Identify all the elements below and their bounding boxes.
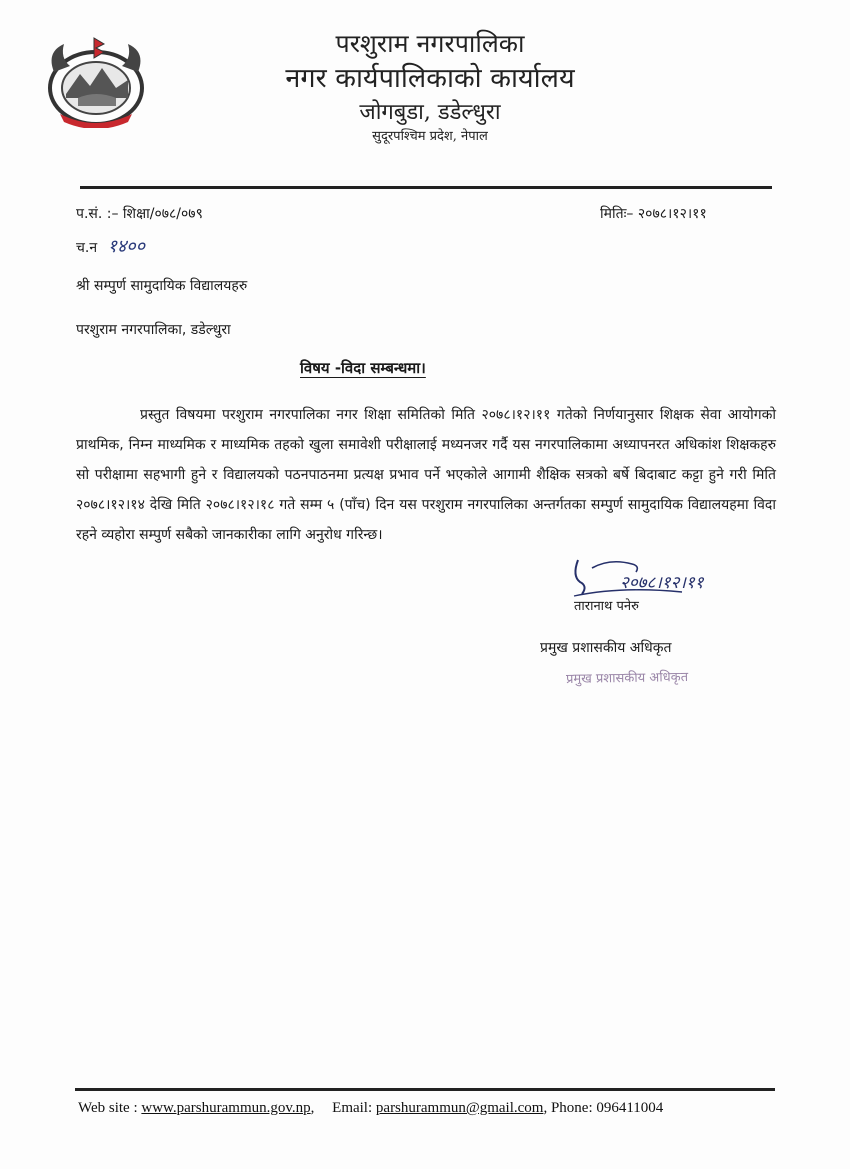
subject-line: विषय -विदा सम्बन्धमा। <box>300 359 426 377</box>
letter-date: मितिः– २०७८।१२।११ <box>600 206 707 222</box>
municipality-name: परशुराम नगरपालिका <box>335 29 525 58</box>
office-location: जोगबुडा, डडेल्धुरा <box>359 100 501 125</box>
chalan-number <box>76 234 145 258</box>
province-name: सुदूरपश्चिम प्रदेश, नेपाल <box>372 129 488 144</box>
recipient-address: परशुराम नगरपालिका, डडेल्धुरा <box>76 322 231 338</box>
footer-contact: Web site : www.parshurammun.gov.np, Email: parshurammun@gmail.com, Phone: 096411004 <box>78 1100 664 1116</box>
header-divider <box>80 186 772 189</box>
website-label: Web site : <box>78 1100 138 1116</box>
website-link[interactable]: www.parshurammun.gov.np <box>141 1100 311 1116</box>
recipient: श्री सम्पुर्ण सामुदायिक विद्यालयहरु <box>76 278 248 294</box>
email-label: Email: <box>332 1100 373 1116</box>
signature-date: २०७८।१२।११ <box>620 573 704 593</box>
signer-designation: प्रमुख प्रशासकीय अधिकृत <box>540 640 672 656</box>
email-link[interactable]: parshurammun@gmail.com <box>375 1100 544 1116</box>
signer-name: तारानाथ पनेरु <box>574 599 639 614</box>
chalan-handwritten-number: १४०० <box>107 236 146 257</box>
office-name: नगर कार्यपालिकाको कार्यालय <box>285 63 575 94</box>
phone-number: Phone: 096411004 <box>550 1100 664 1116</box>
footer-divider <box>75 1088 775 1091</box>
chalan-label: च.न <box>76 240 98 256</box>
official-stamp: प्रमुख प्रशासकीय अधिकृत <box>565 669 689 688</box>
reference-number: प.सं. :– शिक्षा/०७८/०७९ <box>76 206 203 222</box>
government-emblem-icon <box>44 32 148 128</box>
letter-body: प्रस्तुत विषयमा परशुराम नगरपालिका नगर शिक्षा समितिको मिति २०७८।१२।११ गतेको निर्णयानुसार शिक्षक सेवा आयोगको प्राथमिक, निम्न माध्यमिक र माध्यमिक तहको खुला समावेशी परीक्षालाई मध्यनजर गर्दै यस नगरपालिकामा अध्यापनरत अधिकांश शिक्षकहरु सो परीक्षामा सहभागी हुने र विद्यालयको पठनपाठनमा प्रत्यक्ष प्रभाव पर्ने भएकोले आगामी शैक्षिक सत्रको बर्षे बिदाबाट कट्टा हुने गरी मिति २०७८।१२।१४ देखि मिति २०७८।१२।१८ गते सम्म ५ (पाँच) दिन यस परशुराम नगरपालिका अन्तर्गतका सम्पुर्ण सामुदायिक विद्यालयहमा विदा रहने व्यहोरा सम्पुर्ण सबैको जानकारीका लागि अनुरोध गरिन्छ। <box>76 407 776 543</box>
